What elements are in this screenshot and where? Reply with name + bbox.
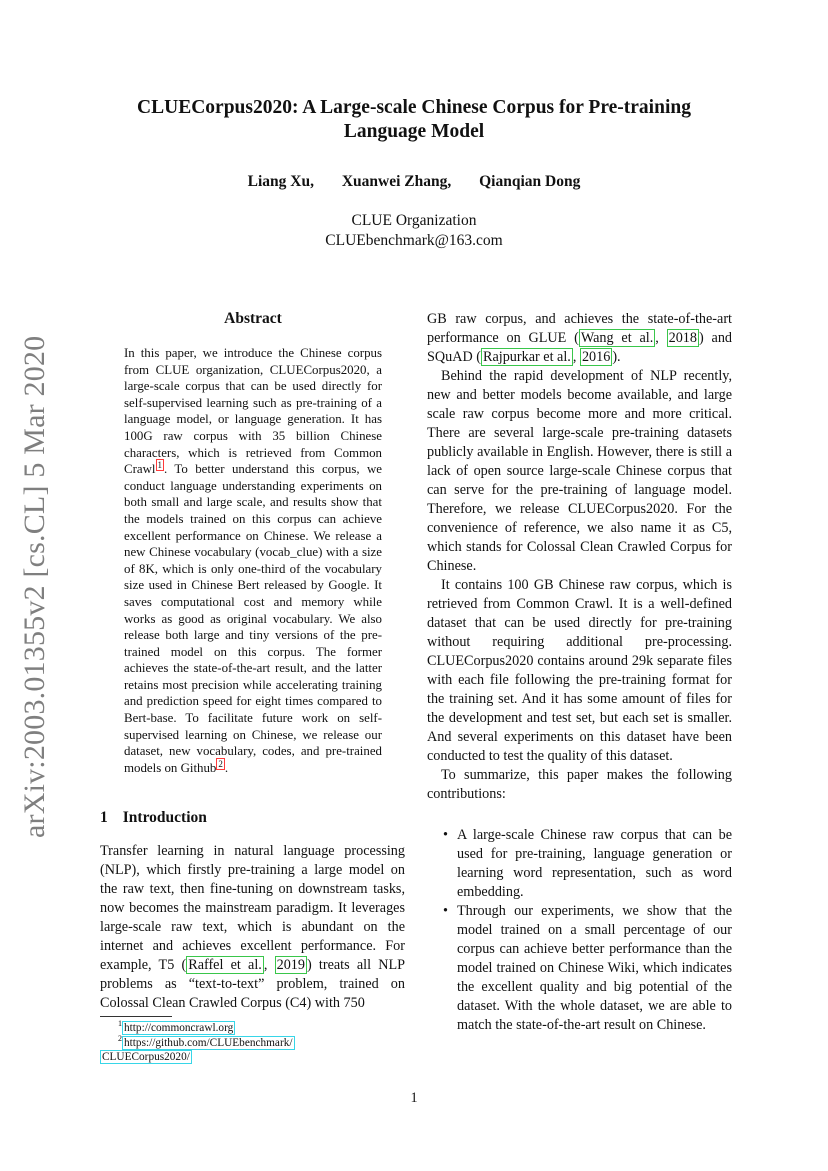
abstract-text-b: . To better understand this corpus, we conduct language understanding experiments on both small and large scale, and results show that the models trained on this corpus can achieve excellent performance on Chinese. We release a new Chinese vocabulary (vocab_clue) with a size of 8K, which is only one-third of the vocabulary size used in Chinese Bert released by Google. It saves computational cost and memory while works as good as original vocabulary. We also release both large and tiny versions of the pre-trained model on this corpus. The former achieves the state-of-the-art result, and the latter retains most precision while accelerating training and prediction speed for eight times compared to Bert-base. To facilitate future work on self-supervised learning on Chinese, we release our dataset, new vocabulary, codes, and pre-trained models on Github: [124, 462, 382, 775]
p1-sep-2: ,: [572, 349, 580, 365]
contributions-list: [427, 826, 732, 1035]
author-3: Qianqian Dong: [479, 173, 581, 190]
abstract-heading: Abstract: [224, 310, 282, 327]
footnote-rule: [100, 1016, 172, 1017]
introduction-body: [100, 842, 405, 1013]
citation-wang[interactable]: Wang et al.: [580, 330, 654, 346]
paper-title: [90, 96, 738, 144]
footnote-link-github-cont[interactable]: CLUECorpus2020/: [102, 1051, 190, 1063]
footnote-2: [100, 1033, 410, 1051]
footnote-marker-1: 1: [118, 1019, 122, 1029]
abstract-body: [124, 345, 382, 776]
citation-raffel[interactable]: Raffel et al.: [188, 957, 262, 973]
paragraph-3: It contains 100 GB Chinese raw corpus, which is retrieved from Common Crawl. It is a well-defined dataset that can be used directly for pre-training without requiring additional pre-processing. CLUECorpus2020 contains around 29k separate files with each file following the pre-training format for the training set. And it has some amount of files for the development and test set, but each set is smaller. And several experiments on this dataset have been conducted to test the quality of this dataset.: [427, 577, 732, 764]
author-1: Liang Xu,: [247, 173, 314, 190]
authors: [90, 173, 738, 191]
section-title: Introduction: [122, 809, 207, 826]
email: CLUEbenchmark@163.com: [325, 232, 503, 249]
citation-raffel-year[interactable]: 2019: [276, 957, 305, 973]
author-2: Xuanwei Zhang,: [341, 173, 452, 190]
intro-text-a: Transfer learning in natural language processing (NLP), which firstly pre-training a large model on the raw text, then fine-tuning on downstream tasks, now becomes the mainstream paradigm. It leverages large-scale raw text, which is abundant on the internet and achieves excellent performance. For example, T5 (: [100, 843, 405, 973]
footnote-link-commoncrawl[interactable]: http://commoncrawl.org: [124, 1022, 234, 1034]
footnote-marker-2: 2: [118, 1033, 122, 1043]
paragraph-4: To summarize, this paper makes the following contributions:: [427, 767, 732, 802]
citation-rajpurkar-year[interactable]: 2016: [581, 349, 611, 365]
intro-cite-sep: ,: [263, 957, 275, 973]
affiliation-block: [90, 211, 738, 251]
paragraph-1: [427, 310, 732, 367]
footnotes: [100, 1021, 410, 1065]
footnote-ref-1[interactable]: 1: [157, 459, 163, 470]
p1-sep-1: ,: [655, 330, 667, 346]
p1-text-a: GB raw corpus, and achieves the state-of-the-art performance on GLUE (: [427, 311, 732, 346]
footnote-1: [100, 1021, 410, 1036]
arxiv-id: arXiv:2003.01355v2 [cs.CL] 5 Mar 2020: [18, 335, 51, 838]
title-line-2: Language Model: [343, 121, 485, 142]
affiliation: CLUE Organization: [351, 212, 477, 229]
contribution-item: • A large-scale Chinese raw corpus that can be used for pre-training, language generation or learning word representation, such as word embedding.: [457, 826, 732, 902]
footnote-link-github[interactable]: [122, 1036, 295, 1050]
page-number: 1: [410, 1090, 418, 1106]
citation-wang-year[interactable]: 2018: [668, 330, 697, 346]
abstract-text-c: .: [224, 760, 229, 775]
intro-text-b: ) treats all NLP problems as “text-to-text” problem, trained on Colossal Clean Crawled Corpus (C4) with 750: [100, 957, 406, 1011]
section-heading-introduction: [100, 809, 207, 827]
title-line-1: CLUECorpus2020: A Large-scale Chinese Corpus for Pre-training: [137, 97, 691, 118]
footnote-ref-2[interactable]: 2: [218, 758, 223, 769]
footnote-2-continued: [100, 1050, 410, 1065]
paragraph-2: Behind the rapid development of NLP recently, new and better models become available, and large scale raw corpus become more and more critical. There are several large-scale pre-training datasets publicly available in English. However, there is still a lack of open source large-scale Chinese corpus that can serve for the pre-training of language model. Therefore, we release CLUECorpus2020. For the convenience of reference, we also name it as C5, which stands for Colossal Clean Crawled Corpus for Chinese.: [427, 368, 732, 574]
p1-text-c: ).: [612, 349, 621, 365]
p1-text-b: ) and SQuAD (: [427, 330, 733, 365]
github-link-line-1: https://github.com/CLUEbenchmark/: [124, 1036, 293, 1049]
citation-rajpurkar[interactable]: Rajpurkar et al.: [483, 349, 571, 365]
section-number: 1: [100, 809, 108, 826]
contribution-item: • Through our experiments, we show that the model trained on a small percentage of our corpus can achieve better performance than the model trained on Chinese Wiki, which indicates the excellent quality and big potential of the dataset. With the whole dataset, we are able to match the state-of-the-art result on Chinese.: [457, 902, 732, 1035]
right-column: [427, 310, 732, 1035]
abstract-text-a: In this paper, we introduce the Chinese corpus from CLUE organization, CLUECorpus2020, a large-scale corpus that can be used directly for self-supervised learning such as pre-training of a language model, or language generation. It has 100G raw corpus with 35 billion Chinese characters, which is retrieved from Common Crawl: [124, 346, 382, 477]
